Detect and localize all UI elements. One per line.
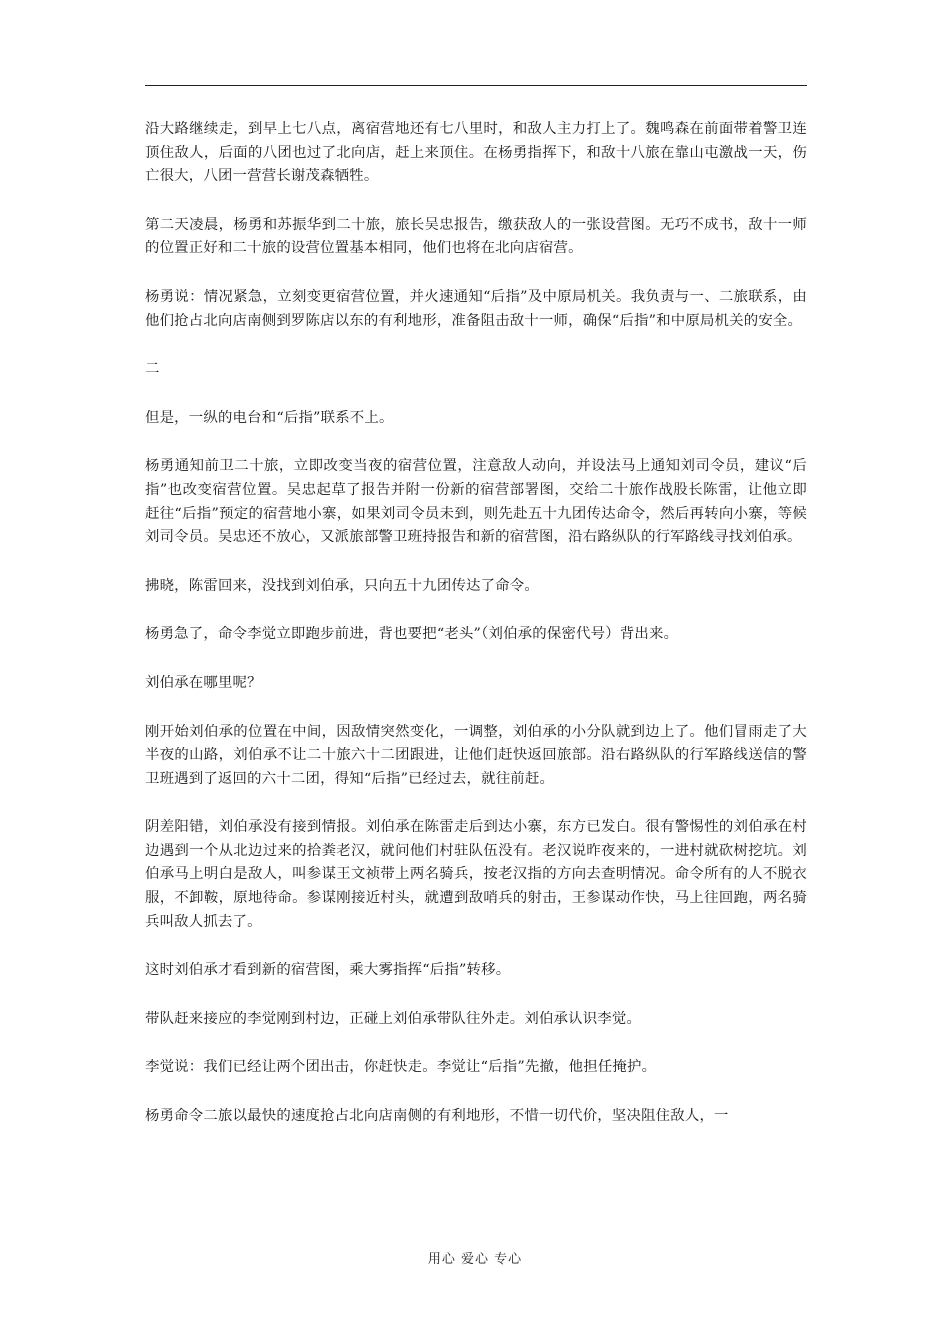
document-body [145, 118, 807, 1154]
paragraph-4: 但是，一纵的电台和“后指”联系不上。 [145, 409, 394, 426]
paragraph-9: 刚开始刘伯承的位置在中间，因敌情突然变化，一调整，刘伯承的小分队就到边上了。他们冒雨走了大半夜的山路，刘伯承不让二十旅六十二团跟进，让他们赶快返回旅部。沿右路纵队的行军路线送信的警卫班遇到了返回的六十二团，得知“后指”已经过去，就往前赶。 [145, 723, 807, 787]
header-rule [145, 85, 807, 86]
paragraph-2: 第二天凌晨，杨勇和苏振华到二十旅，旅长吴忠报告，缴获敌人的一张设营图。无巧不成书，敌十一师的位置正好和二十旅的设营位置基本相同，他们也将在北向店宿营。 [145, 216, 807, 257]
paragraph-1: 沿大路继续走，到早上七八点，离宿营地还有七八里时，和敌人主力打上了。魏鸣森在前面带着警卫连顶住敌人，后面的八团也过了北向店，赶上来顶住。在杨勇指挥下，和敌十八旅在靠山屯激战一天，伤亡很大，八团一营营长谢茂森牺牲。 [145, 121, 807, 185]
paragraph-5: 杨勇通知前卫二十旅，立即改变当夜的宿营位置，注意敌人动向，并设法马上通知刘司令员，建议“后指”也改变宿营位置。吴忠起草了报告并附一份新的宿营部署图，交给二十旅作战股长陈雷，让他立即赶往“后指”预定的宿营地小寨，如果刘司令员未到，则先赴五十九团传达命令，然后再转向小寨，等候刘司令员。吴忠还不放心，又派旅部警卫班持报告和新的宿营图，沿右路纵队的行军路线寻找刘伯承。 [145, 458, 807, 546]
page-footer: 用心 爱心 专心 [427, 1252, 523, 1267]
paragraph-12: 带队赶来接应的李觉刚到村边，正碰上刘伯承带队往外走。刘伯承认识李觉。 [145, 1010, 642, 1027]
section-number: 二 [145, 361, 160, 378]
paragraph-7: 杨勇急了，命令李觉立即跑步前进，背也要把“老头”（刘伯承的保密代号）背出来。 [145, 626, 679, 643]
paragraph-10: 阴差阳错，刘伯承没有接到情报。刘伯承在陈雷走后到达小寨，东方已发白。很有警惕性的刘伯承在村边遇到一个从北边过来的拾粪老汉，就问他们村驻队伍没有。老汉说昨夜来的，一进村就砍树挖坑。刘伯承马上明白是敌人，叫参谋王文祯带上两名骑兵，按老汉指的方向去查明情况。命令所有的人不脱衣服，不卸鞍，原地待命。参谋刚接近村头，就遭到敌哨兵的射击，王参谋动作快，马上往回跑，两名骑兵叫敌人抓去了。 [145, 819, 807, 930]
paragraph-14: 杨勇命令二旅以最快的速度抢占北向店南侧的有利地形，不惜一切代价，坚决阻住敌人，一 [145, 1108, 729, 1125]
paragraph-6: 拂晓，陈雷回来，没找到刘伯承，只向五十九团传达了命令。 [145, 577, 539, 594]
paragraph-11: 这时刘伯承才看到新的宿营图，乘大雾指挥“后指”转移。 [145, 962, 511, 979]
paragraph-8: 刘伯承在哪里呢？ [145, 674, 262, 691]
paragraph-3: 杨勇说：情况紧急，立刻变更宿营位置，并火速通知“后指”及中原局机关。我负责与一、二旅联系，由他们抢占北向店南侧到罗陈店以东的有利地形，准备阻击敌十一师，确保“后指”和中原局机关的安全。 [145, 288, 807, 329]
paragraph-13: 李觉说：我们已经让两个团出击，你赶快走。李觉让“后指”先撤，他担任掩护。 [145, 1059, 657, 1076]
